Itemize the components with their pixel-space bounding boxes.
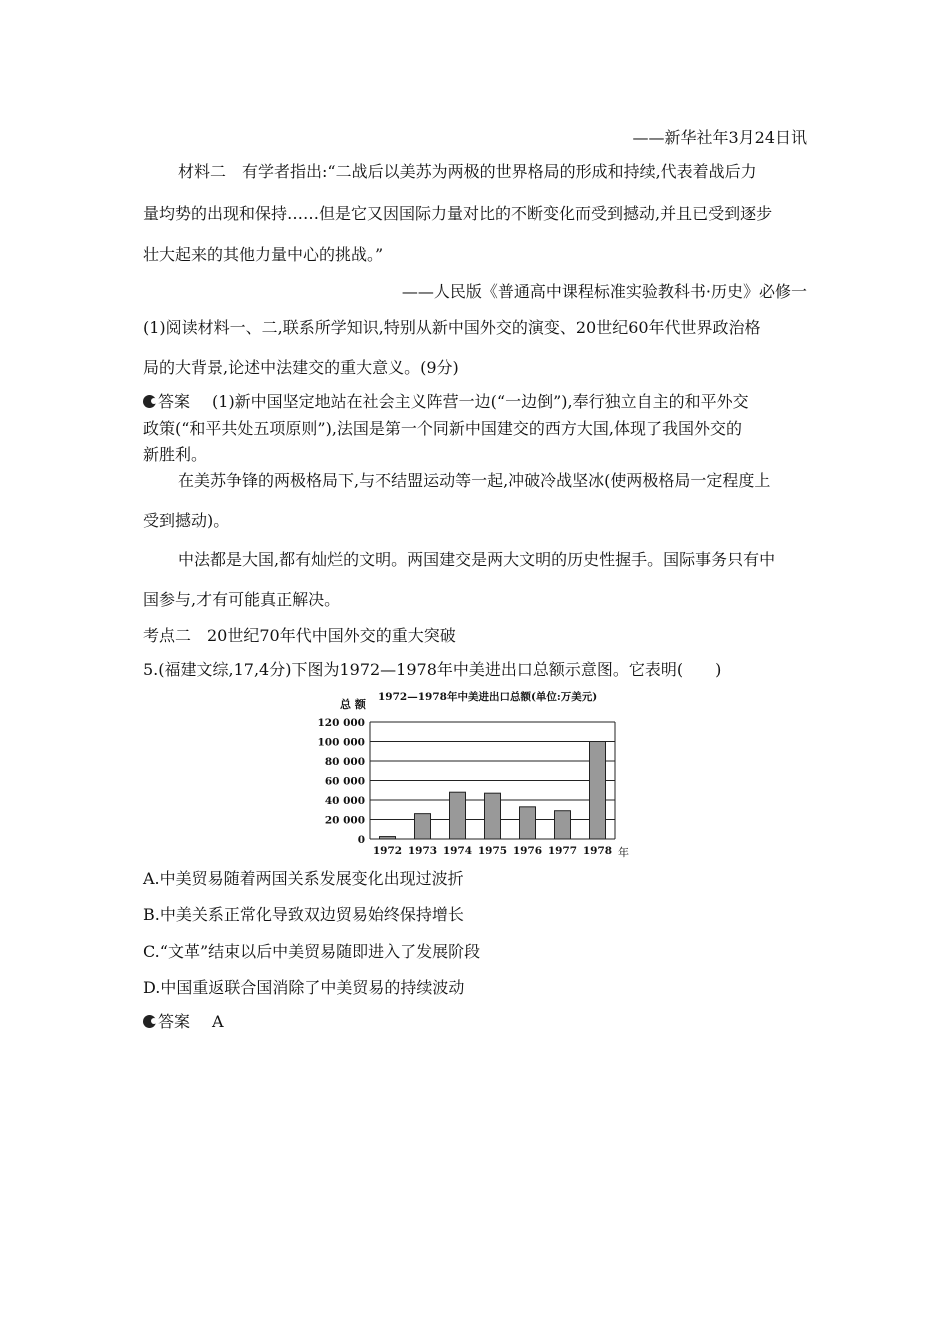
answer1-para3-line2: 国参与,才有可能真正解决。 — [143, 590, 341, 609]
answer-marker-icon — [143, 395, 156, 408]
bar-1975 — [485, 793, 501, 839]
chart-title: 1972—1978年中美进出口总额(单位:万美元) — [378, 691, 598, 703]
question1-line1: (1)阅读材料一、二,联系所学知识,特别从新中国外交的演变、20世纪60年代世界政治格 — [143, 318, 761, 337]
y-tick-label: 20 000 — [324, 814, 365, 827]
answer1-text-line1: (1)新中国坚定地站在社会主义阵营一边(“一边倒”),奉行独立自主的和平外交 — [212, 392, 749, 411]
bar-1974 — [450, 792, 466, 839]
y-tick-label: 0 — [357, 834, 365, 846]
x-axis-label: 年 — [618, 846, 629, 859]
option-b: B.中美关系正常化导致双边贸易始终保持增长 — [143, 905, 464, 924]
x-tick-label: 1972 — [372, 845, 403, 857]
bar-1978 — [590, 742, 606, 840]
y-tick-label: 60 000 — [324, 775, 365, 788]
x-tick-label: 1976 — [512, 845, 543, 857]
y-tick-label: 40 000 — [324, 795, 365, 807]
y-tick-label: 80 000 — [324, 756, 365, 768]
answer1-line1 — [143, 391, 749, 413]
material2-line2: 量均势的出现和保持……但是它又因国际力量对比的不断变化而受到撼动,并且已受到逐步 — [143, 204, 773, 223]
option-d: D.中国重返联合国消除了中美贸易的持续波动 — [143, 978, 465, 997]
x-tick-label: 1977 — [547, 845, 578, 857]
bar-1976 — [520, 807, 536, 839]
answer1-para2-line2: 受到撼动)。 — [143, 511, 230, 530]
source-citation-1: ——新华社年3月24日讯 — [632, 128, 807, 147]
answer-marker-icon — [143, 1015, 156, 1028]
material2-line1: 材料二 有学者指出:“二战后以美苏为两极的世界格局的形成和持续,代表着战后力 — [178, 162, 757, 181]
option-a: A.中美贸易随着两国关系发展变化出现过波折 — [143, 869, 464, 888]
answer5-label: 答案 — [158, 1012, 191, 1031]
y-axis-label: 总 额 — [340, 698, 366, 711]
question5-stem: 5.(福建文综,17,4分)下图为1972—1978年中美进出口总额示意图。它表明( ) — [143, 660, 722, 679]
source-citation-2: ——人民版《普通高中课程标准实验教科书·历史》必修一 — [401, 282, 807, 301]
bar-1973 — [415, 814, 431, 839]
question1-line2: 局的大背景,论述中法建交的重大意义。(9分) — [143, 358, 459, 377]
x-tick-label: 1975 — [477, 845, 508, 857]
x-tick-label: 1978 — [582, 845, 613, 857]
y-tick-label: 100 000 — [317, 736, 365, 749]
option-c: C.“文革”结束以后中美贸易随即进入了发展阶段 — [143, 942, 481, 961]
answer1-para3-line1: 中法都是大国,都有灿烂的文明。两国建交是两大文明的历史性握手。国际事务只有中 — [178, 550, 776, 569]
y-tick-label: 120 000 — [317, 717, 365, 729]
x-tick-label: 1973 — [407, 845, 438, 857]
answer1-label: 答案 — [158, 392, 191, 411]
answer1-line2: 政策(“和平共处五项原则”),法国是第一个同新中国建交的西方大国,体现了我国外交的 — [143, 419, 743, 438]
material2-line3: 壮大起来的其他力量中心的挑战。” — [143, 245, 384, 264]
section-title: 考点二 20世纪70年代中国外交的重大突破 — [143, 626, 456, 645]
x-tick-label: 1974 — [442, 845, 473, 857]
answer5-line — [143, 1011, 224, 1033]
answer1-line3: 新胜利。 — [143, 445, 208, 464]
answer5-value: A — [212, 1012, 224, 1031]
answer1-para2-line1: 在美苏争锋的两极格局下,与不结盟运动等一起,冲破冷战坚冰(使两极格局一定程度上 — [178, 471, 771, 490]
trade-bar-chart — [317, 686, 630, 866]
bar-1977 — [555, 811, 571, 839]
bar-1972 — [380, 837, 396, 839]
